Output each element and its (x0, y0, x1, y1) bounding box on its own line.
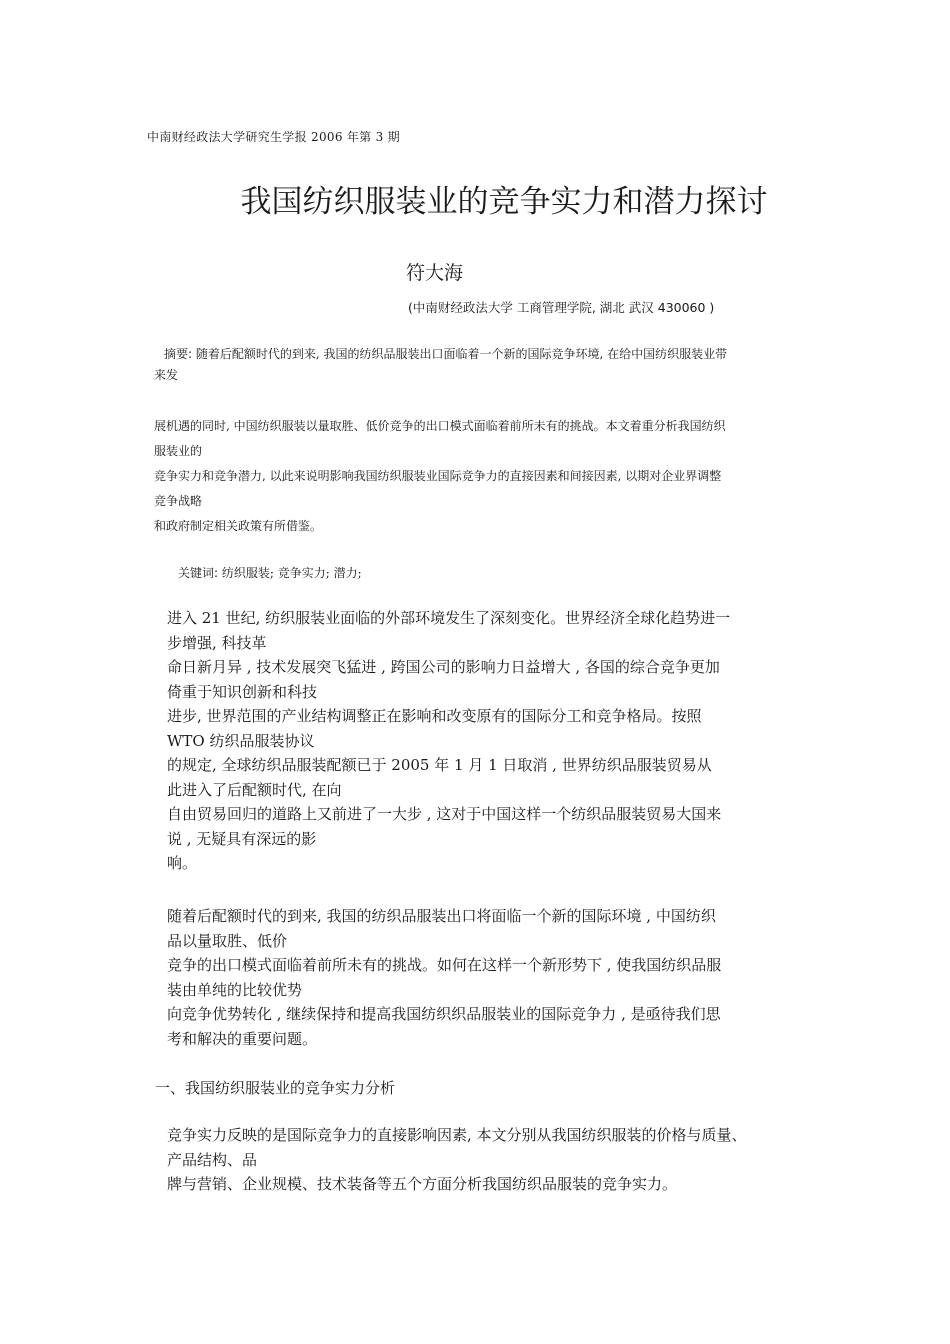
author-name: 符大海 (406, 262, 464, 284)
abstract-first-line-cont: 来发 (154, 368, 179, 382)
body-paragraph-2 (167, 904, 817, 1051)
abstract-first-line: 随着后配额时代的到来, 我国的纺织品服装出口面临着一个新的国际竞争环境, 在给中国纺织服装业带 (195, 347, 728, 361)
paragraph-line: 说 , 无疑具有深远的影 (167, 829, 317, 848)
section-heading: 一、我国纺织服装业的竞争实力分析 (155, 1079, 396, 1097)
paragraph-line: 牌与营销、企业规模、技术装备等五个方面分析我国纺织品服装的竞争实力。 (167, 1175, 678, 1193)
abstract-line: 展机遇的同时, 中国纺织服装以量取胜、低价竞争的出口模式面临着前所未有的挑战。本文着重分析我国纺织 (154, 419, 726, 433)
paragraph-line: 自由贸易回归的道路上又前进了一大步 , 这对于中国这样一个纺织品服装贸易大国来 (167, 805, 722, 823)
paragraph-line: 竞争实力反映的是国际竞争力的直接影响因素, 本文分别从我国纺织服装的价格与质量、 (167, 1126, 747, 1144)
keywords-label: 关键词: (178, 566, 219, 580)
body-paragraph-3 (167, 1123, 817, 1197)
abstract-line: 竞争战略 (154, 494, 203, 508)
keywords (178, 564, 362, 581)
paragraph-line: 此进入了后配额时代, 在向 (167, 780, 342, 799)
paragraph-line: 随着后配额时代的到来, 我国的纺织品服装出口将面临一个新的国际环境 , 中国纺织 (167, 907, 716, 925)
abstract-body (154, 414, 814, 539)
body-paragraph-1 (167, 606, 817, 876)
paragraph-line: 进入 21 世纪, 纺织服装业面临的外部环境发生了深刻变化。世界经济全球化趋势进一 (167, 609, 731, 627)
keywords-text: 纺织服装; 竞争实力; 潜力; (221, 566, 362, 580)
abstract-line: 服装业的 (154, 444, 203, 458)
author-affiliation: (中南财经政法大学 工商管理学院, 湖北 武汉 430060 ) (408, 300, 715, 315)
paragraph-line: 的规定, 全球纺织品服装配额已于 2005 年 1 月 1 日取消 , 世界纺织品服装贸易从 (167, 756, 712, 774)
abstract-line: 和政府制定相关政策有所借鉴。 (154, 519, 323, 533)
paragraph-line: 向竞争优势转化 , 继续保持和提高我国纺织织品服装业的国际竞争力 , 是亟待我们思 (167, 1005, 721, 1023)
abstract-label: 摘要: (164, 347, 193, 361)
abstract-line: 竞争实力和竞争潜力, 以此来说明影响我国纺织服装业国际竞争力的直接因素和间接因素, 以期对企业界调整 (154, 469, 722, 483)
abstract-intro (154, 344, 814, 386)
paragraph-line: 品以量取胜、低价 (167, 931, 288, 950)
paragraph-line: 倚重于知识创新和科技 (167, 682, 318, 701)
paragraph-line: 考和解决的重要问题。 (167, 1029, 318, 1048)
paragraph-line: WTO 纺织品服装协议 (167, 731, 315, 750)
paragraph-line: 进步, 世界范围的产业结构调整正在影响和改变原有的国际分工和竞争格局。按照 (167, 707, 702, 725)
article-title: 我国纺织服装业的竞争实力和潜力探讨 (240, 184, 768, 220)
journal-header: 中南财经政法大学研究生学报 2006 年第 3 期 (147, 130, 400, 144)
paragraph-line: 响。 (167, 854, 198, 872)
paragraph-line: 命日新月异 , 技术发展突飞猛进 , 跨国公司的影响力日益增大 , 各国的综合竞争更加 (167, 658, 720, 676)
paragraph-line: 产品结构、品 (167, 1150, 258, 1169)
paragraph-line: 装由单纯的比较优势 (167, 980, 303, 999)
paragraph-line: 竞争的出口模式面临着前所未有的挑战。如何在这样一个新形势下 , 使我国纺织品服 (167, 956, 722, 974)
paragraph-line: 步增强, 科技革 (167, 633, 267, 652)
